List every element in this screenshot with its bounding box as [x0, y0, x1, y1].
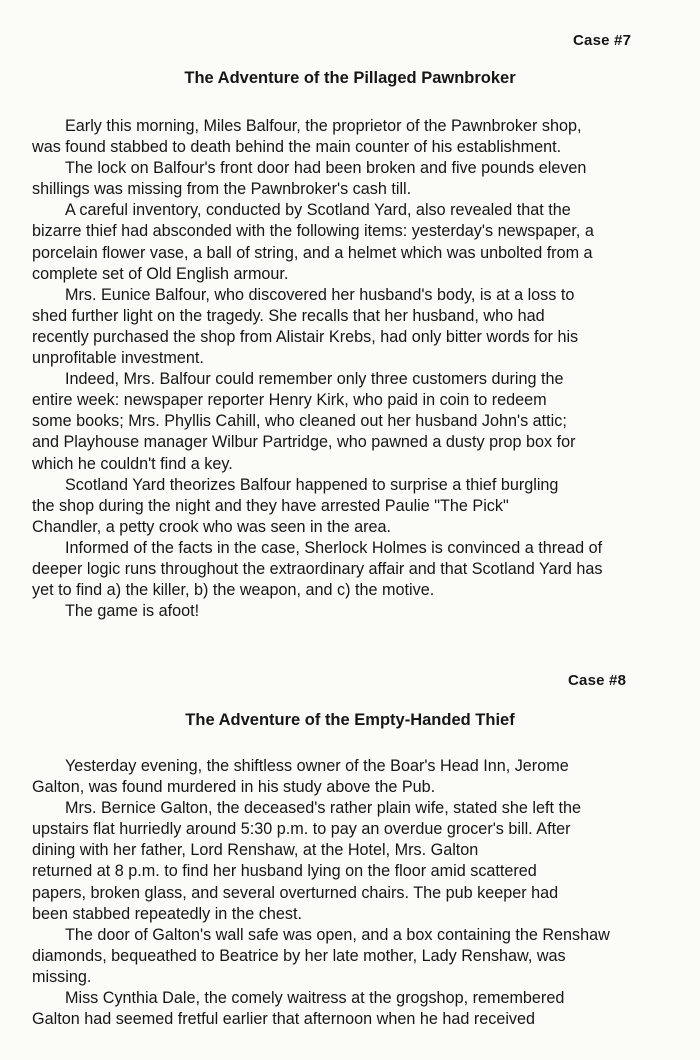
text-line: Informed of the facts in the case, Sherlock Holmes is convinced a thread of — [65, 538, 603, 557]
text-line: Galton had seemed fretful earlier that afternoon when he had received — [32, 1010, 536, 1029]
case-8-title: The Adventure of the Empty-Handed Thief — [185, 711, 515, 729]
text-line: Mrs. Bernice Galton, the deceased's rather plain wife, stated she left the — [65, 799, 581, 818]
case-8-number: Case #8 — [568, 672, 627, 689]
text-line: Scotland Yard theorizes Balfour happened to surprise a thief burgling — [65, 475, 559, 494]
paragraph — [32, 756, 672, 798]
text-line: yet to find a) the killer, b) the weapon, and c) the motive. — [32, 581, 435, 600]
text-line: and Playhouse manager Wilbur Partridge, who pawned a dusty prop box for — [32, 433, 576, 452]
paragraph — [32, 158, 672, 200]
paragraph — [32, 798, 672, 925]
paragraph — [32, 475, 672, 538]
text-line: The game is afoot! — [65, 602, 200, 621]
text-line: missing. — [32, 967, 92, 986]
text-line: been stabbed repeatedly in the chest. — [32, 904, 302, 923]
text-line: Mrs. Eunice Balfour, who discovered her husband's body, is at a loss to — [65, 285, 575, 304]
text-line: A careful inventory, conducted by Scotland Yard, also revealed that the — [65, 201, 571, 220]
text-line: dining with her father, Lord Renshaw, at the Hotel, Mrs. Galton — [32, 841, 479, 860]
text-line: The lock on Balfour's front door had been broken and five pounds eleven — [65, 159, 587, 178]
paragraph — [32, 925, 672, 988]
text-line: returned at 8 p.m. to find her husband lying on the floor amid scattered — [32, 862, 537, 881]
paragraph — [32, 369, 672, 474]
text-line: which he couldn't find a key. — [32, 454, 233, 473]
paragraph — [32, 116, 672, 158]
text-line: entire week: newspaper reporter Henry Kirk, who paid in coin to redeem — [32, 391, 547, 410]
text-line: the shop during the night and they have arrested Paulie "The Pick" — [32, 496, 509, 515]
paragraph — [32, 601, 672, 622]
text-line: complete set of Old English armour. — [32, 264, 289, 283]
case-8-body — [32, 756, 672, 1030]
text-line: Miss Cynthia Dale, the comely waitress at the grogshop, remembered — [65, 989, 565, 1008]
text-line: bizarre thief had absconded with the following items: yesterday's newspaper, a — [32, 222, 594, 241]
text-line: Indeed, Mrs. Balfour could remember only three customers during the — [65, 370, 564, 389]
case-7-title: The Adventure of the Pillaged Pawnbroker — [184, 69, 516, 87]
text-line: The door of Galton's wall safe was open, and a box containing the Renshaw — [65, 925, 610, 944]
paragraph — [32, 285, 672, 369]
paragraph — [32, 988, 672, 1030]
case-7-number: Case #7 — [573, 32, 632, 49]
text-line: unprofitable investment. — [32, 349, 204, 368]
text-line: shillings was missing from the Pawnbroker's cash till. — [32, 180, 412, 199]
text-line: diamonds, bequeathed to Beatrice by her late mother, Lady Renshaw, was — [32, 946, 566, 965]
text-line: papers, broken glass, and several overturned chairs. The pub keeper had — [32, 883, 559, 902]
paragraph — [32, 200, 672, 284]
text-line: shed further light on the tragedy. She recalls that her husband, who had — [32, 306, 545, 325]
text-line: deeper logic runs throughout the extraordinary affair and that Scotland Yard has — [32, 559, 603, 578]
text-line: Early this morning, Miles Balfour, the proprietor of the Pawnbroker shop, — [65, 117, 582, 135]
text-line: upstairs flat hurriedly around 5:30 p.m. to pay an overdue grocer's bill. After — [32, 820, 571, 839]
text-line: Chandler, a petty crook who was seen in the area. — [32, 517, 392, 536]
text-line: porcelain flower vase, a ball of string, and a helmet which was unbolted from a — [32, 243, 593, 262]
text-line: Yesterday evening, the shiftless owner of the Boar's Head Inn, Jerome — [65, 757, 569, 775]
text-line: some books; Mrs. Phyllis Cahill, who cleaned out her husband John's attic; — [32, 412, 567, 431]
text-line: Galton, was found murdered in his study above the Pub. — [32, 778, 436, 797]
paragraph — [32, 538, 672, 601]
case-7-body — [32, 116, 672, 622]
text-line: recently purchased the shop from Alistair Krebs, had only bitter words for his — [32, 327, 579, 346]
text-line: was found stabbed to death behind the main counter of his establishment. — [32, 138, 562, 157]
